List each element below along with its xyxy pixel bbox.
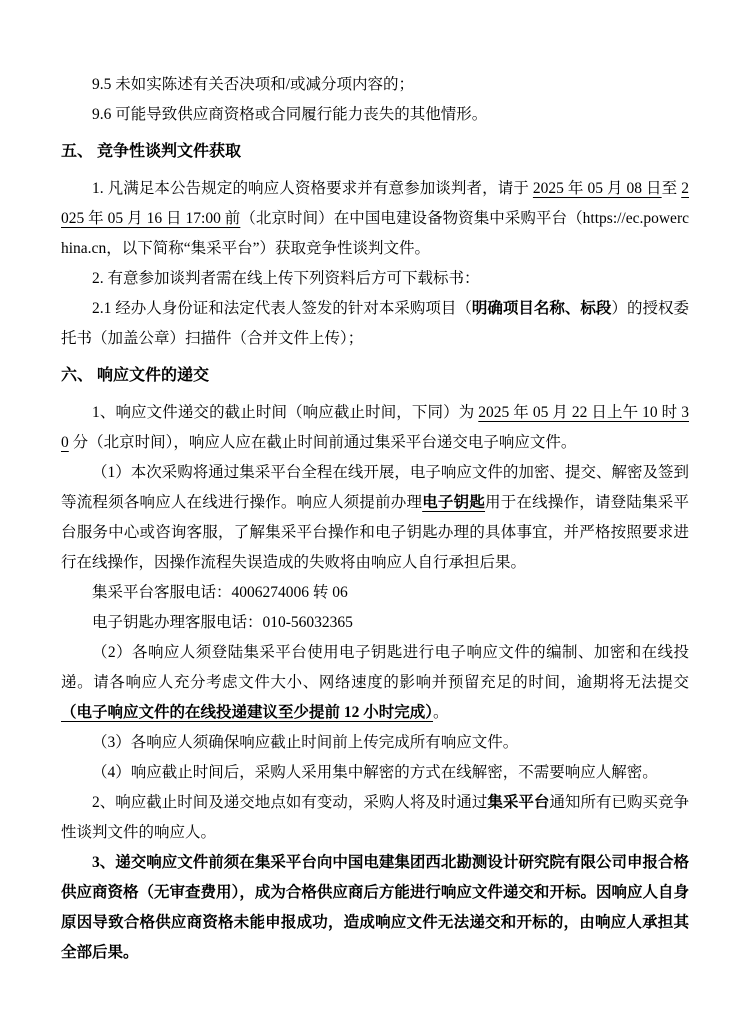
paragraph — [61, 578, 689, 608]
paragraph — [61, 70, 689, 100]
paragraph — [61, 638, 689, 728]
paragraph — [61, 100, 689, 130]
text-run: 五、 竞争性谈判文件获取 — [61, 143, 242, 160]
paragraph — [61, 848, 689, 968]
text-run: （4）响应截止时间后，采购人采用集中解密的方式在线解密，不需要响应人解密。 — [92, 764, 658, 781]
text-run: 六、 响应文件的递交 — [61, 367, 210, 384]
text-run: （3）各响应人须确保响应截止时间前上传完成所有响应文件。 — [92, 734, 519, 751]
text-run: （1）本次采购将通过集采平台全程在线开展，电子响应文件的加密、提交、解密及签到等流程须各响应人在线进行操作。响应人须提前办理 — [61, 464, 689, 511]
section-heading — [61, 361, 689, 391]
text-run: 2. 有意参加谈判者需在线上传下列资料后方可下载标书： — [92, 270, 480, 287]
paragraph — [61, 458, 689, 578]
text-run: 1. 凡满足本公告规定的响应人资格要求并有意参加谈判者，请于 — [92, 180, 533, 197]
document-body — [61, 70, 689, 968]
text-run: 9.6 可能导致供应商资格或合同履行能力丧失的其他情形。 — [92, 106, 488, 123]
text-run: （2）各响应人须登陆集采平台使用电子钥匙进行电子响应文件的编制、加密和在线投递。请各响应人充分考虑文件大小、网络速度的影响并预留充足的时间，逾期将无法提交 — [61, 644, 689, 691]
text-run: ）的授权委托书（加盖公章）扫描件（合并文件上传）； — [61, 300, 689, 347]
paragraph — [61, 608, 689, 638]
text-run: （电子响应文件的在线投递建议至少提前 12 小时完成） — [61, 704, 434, 721]
section-heading — [61, 137, 689, 167]
paragraph — [61, 294, 689, 354]
text-run: 2025 年 05 月 16 日 17:00 前 — [61, 180, 689, 227]
paragraph — [61, 788, 689, 848]
paragraph — [61, 174, 689, 264]
text-run: （北京时间）在中国电建设备物资集中采购平台（https://ec.powerchina.cn，以下简称“集采平台”）获取竞争性谈判文件。 — [61, 210, 689, 257]
paragraph — [61, 264, 689, 294]
text-run: 通知所有已购买竞争性谈判文件的响应人。 — [61, 794, 689, 841]
text-run: 用于在线操作，请登陆集采平台服务中心或咨询客服，了解集采平台操作和电子钥匙办理的具体事宜，并严格按照要求进行在线操作，因操作流程失误造成的失败将由响应人自行承担后果。 — [61, 494, 689, 571]
text-run: 集采平台 — [487, 794, 550, 811]
paragraph — [61, 728, 689, 758]
text-run: 9.5 未如实陈述有关否决项和/或减分项内容的； — [92, 76, 415, 93]
text-run: 1、响应文件递交的截止时间（响应截止时间，下同）为 — [92, 404, 479, 421]
paragraph — [61, 758, 689, 788]
text-run: 2.1 经办人身份证和法定代表人签发的针对本采购项目（ — [92, 300, 472, 317]
text-run: 电子钥匙 — [422, 494, 486, 511]
text-run: 2、响应截止时间及递交地点如有变动，采购人将及时通过 — [92, 794, 488, 811]
text-run: 2025 年 05 月 08 日 — [532, 180, 662, 197]
text-run: 电子钥匙办理客服电话：010-56032365 — [92, 614, 353, 631]
text-run: 分（北京时间），响应人应在截止时间前通过集采平台递交电子响应文件。 — [68, 434, 577, 451]
text-run: 集采平台客服电话：4006274006 转 06 — [92, 584, 348, 601]
text-run: 。 — [433, 704, 449, 721]
text-run: 3、递交响应文件前须在集采平台向中国电建集团西北勘测设计研究院有限公司申报合格供应商资格（无审查费用），成为合格供应商后方能进行响应文件递交和开标。因响应人自身原因导致合格供应商资格未能申报成功，造成响应文件无法递交和开标的，由响应人承担其全部后果。 — [61, 854, 689, 961]
text-run: 2025 年 05 月 22 日上午 10 时 30 — [61, 404, 689, 451]
text-run: 至 — [661, 180, 682, 197]
text-run: 明确项目名称、标段 — [471, 300, 612, 317]
paragraph — [61, 398, 689, 458]
